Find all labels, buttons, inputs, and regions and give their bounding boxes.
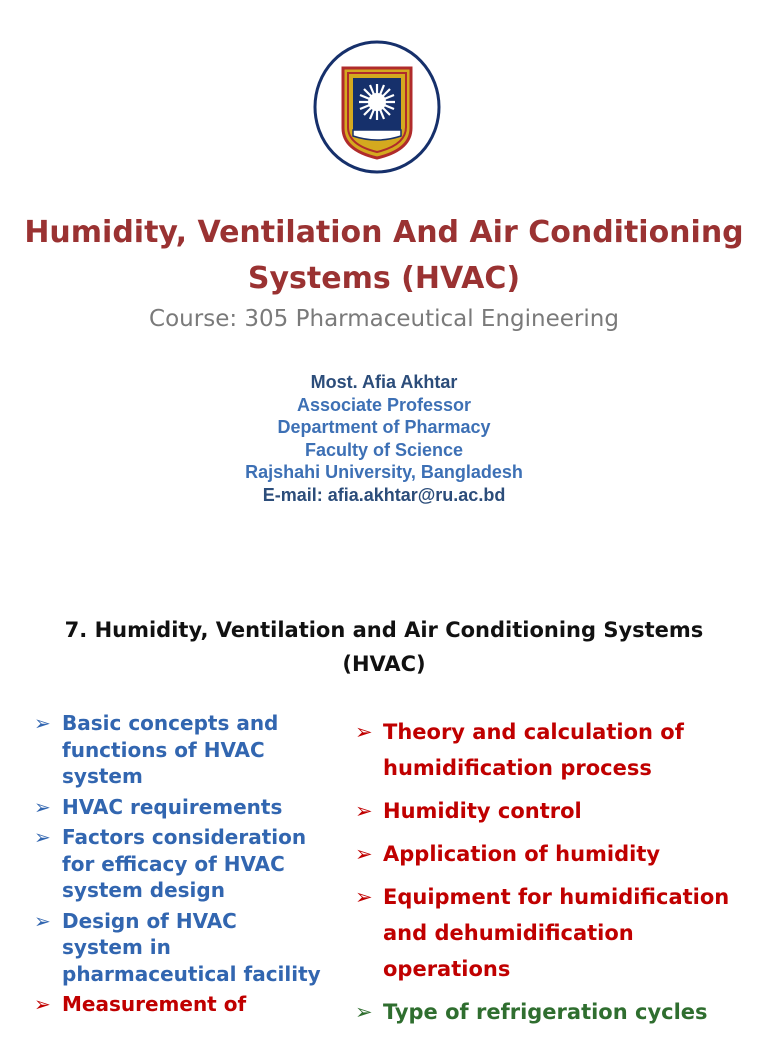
slide-title — [0, 210, 768, 302]
list-item-line: Application of humidity — [383, 842, 661, 866]
list-item — [34, 824, 321, 904]
author-email: E-mail: afia.akhtar@ru.ac.bd — [262, 484, 506, 505]
list-item — [355, 879, 729, 987]
list-item — [355, 793, 729, 829]
list-item-line: system — [62, 764, 143, 788]
section-heading-line-2: (HVAC) — [342, 652, 426, 676]
list-item-line: HVAC requirements — [62, 794, 283, 819]
list-item-line: Design of HVAC — [62, 908, 237, 933]
slide-title-line-1: Humidity, Ventilation And Air Conditioning — [24, 215, 744, 250]
arrow-bullet-icon: ➢ — [34, 825, 51, 849]
list-item-line: operations — [383, 957, 511, 981]
list-item-line: system design — [62, 878, 225, 902]
list-item — [355, 994, 729, 1030]
list-item-line: Measurement of — [62, 992, 247, 1016]
list-item — [355, 714, 729, 786]
arrow-bullet-icon: ➢ — [355, 842, 373, 866]
list-item — [34, 710, 321, 790]
list-item — [355, 836, 729, 872]
author-name: Most. Afia Akhtar — [310, 372, 458, 392]
list-item-line: system in — [62, 935, 171, 959]
author-university: Rajshahi University, Bangladesh — [245, 462, 523, 483]
list-item-line: Basic concepts and — [62, 711, 279, 735]
list-item — [34, 794, 321, 821]
course-subtitle: Course: 305 Pharmaceutical Engineering — [149, 306, 619, 332]
section-heading-line-1: 7. Humidity, Ventilation and Air Conditioning Systems — [64, 618, 704, 642]
list-item — [34, 991, 321, 1018]
list-item-line: humidification process — [383, 756, 652, 780]
list-item-line: for efficacy of HVAC — [62, 851, 285, 876]
arrow-bullet-icon: ➢ — [34, 908, 51, 933]
arrow-bullet-icon: ➢ — [34, 794, 51, 819]
left-bullet-list — [34, 710, 321, 1022]
list-item-line: Humidity control — [383, 799, 582, 823]
author-faculty: Faculty of Science — [304, 439, 464, 460]
arrow-bullet-icon: ➢ — [34, 992, 51, 1016]
list-item-line: functions of HVAC — [62, 737, 265, 762]
author-department: Department of Pharmacy — [277, 417, 491, 438]
author-position: Associate Professor — [296, 394, 472, 415]
list-item-line: and dehumidification — [383, 921, 634, 945]
arrow-bullet-icon: ➢ — [34, 711, 51, 735]
right-bullet-list — [355, 714, 729, 1037]
list-item-line: Type of refrigeration cycles — [383, 1000, 708, 1024]
list-item-line: Factors consideration — [62, 825, 307, 849]
university-logo — [313, 40, 441, 174]
list-item-line: pharmaceutical facility — [62, 961, 321, 986]
slide-title-line-2: Systems (HVAC) — [247, 261, 521, 296]
section-heading — [0, 613, 768, 681]
list-item-line: Equipment for humidification — [383, 885, 730, 909]
arrow-bullet-icon: ➢ — [355, 1000, 373, 1024]
author-block — [0, 371, 768, 507]
list-item — [34, 908, 321, 988]
arrow-bullet-icon: ➢ — [355, 885, 373, 909]
arrow-bullet-icon: ➢ — [355, 799, 373, 823]
list-item-line: Theory and calculation of — [383, 720, 684, 744]
arrow-bullet-icon: ➢ — [355, 720, 373, 744]
